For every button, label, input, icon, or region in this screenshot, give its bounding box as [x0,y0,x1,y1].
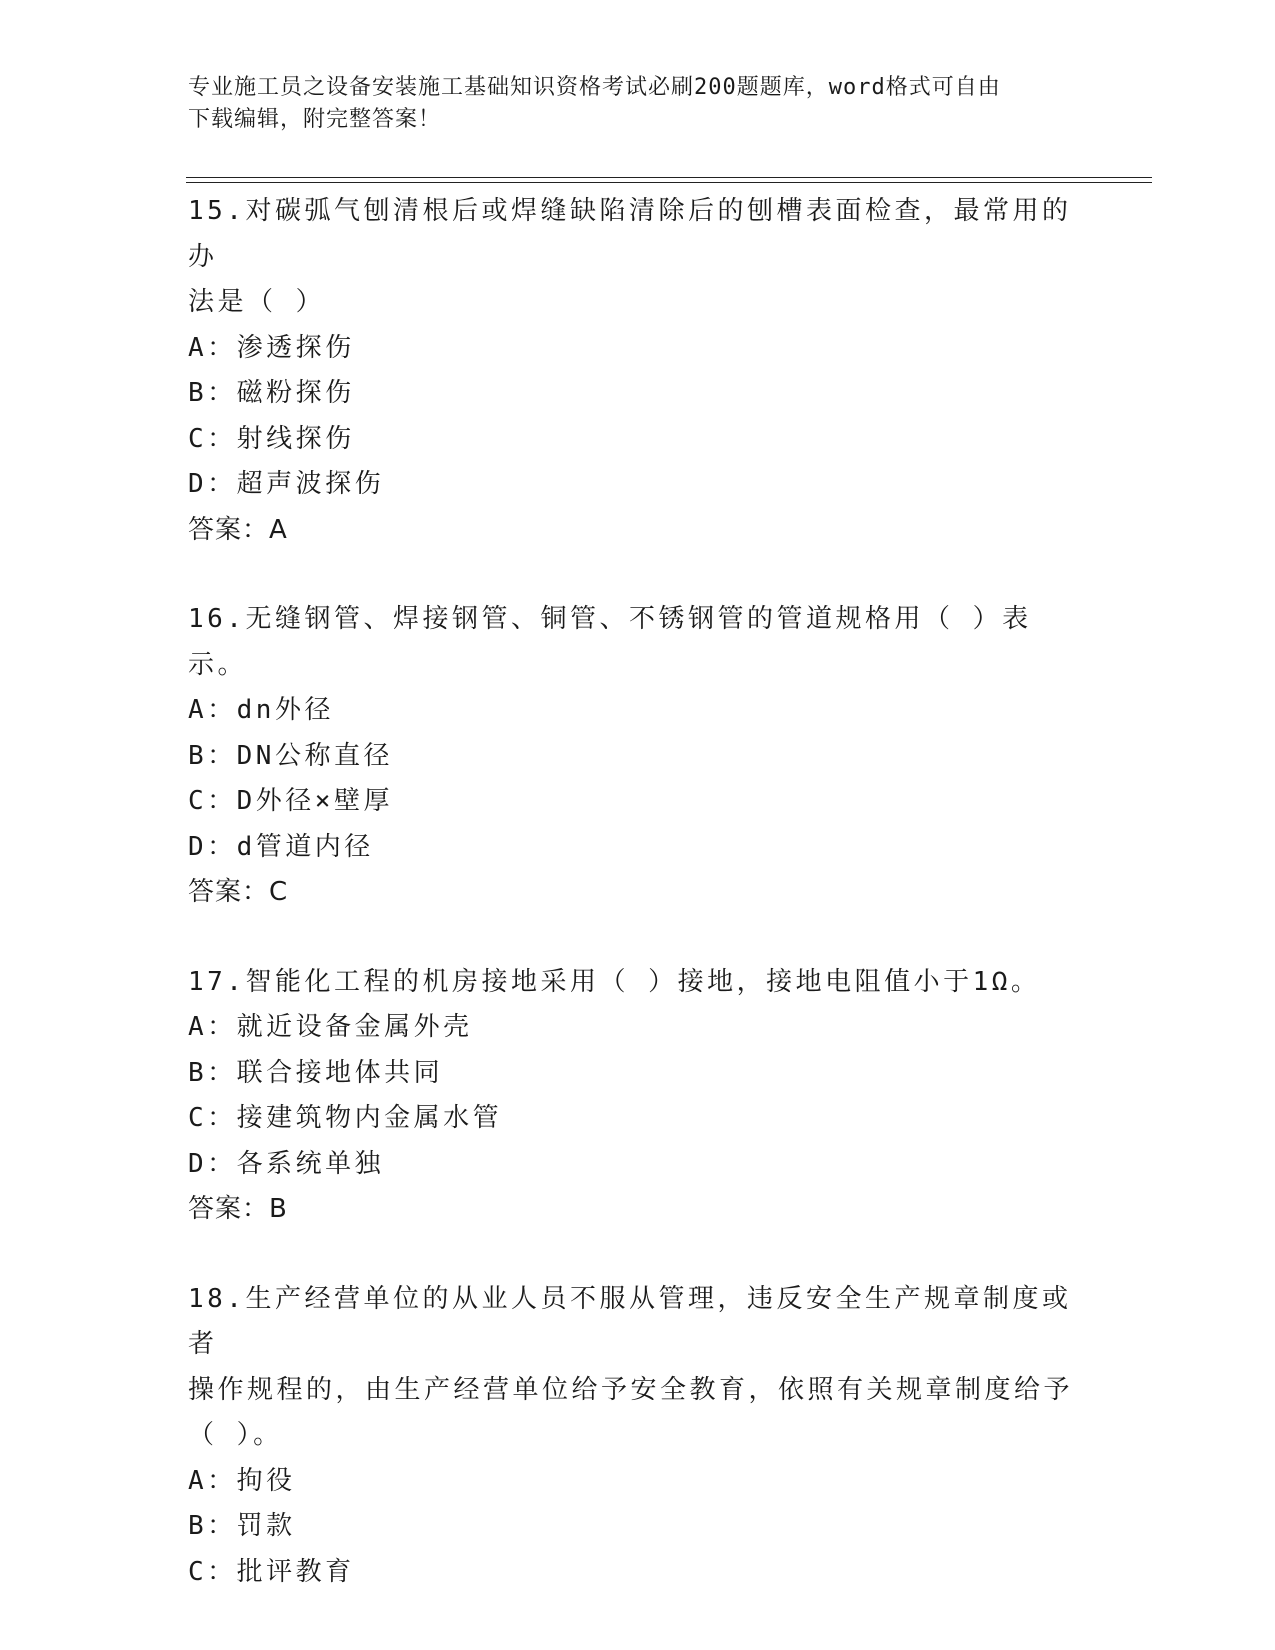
question-18 [188,1277,1088,1596]
question-text: 法是（ ） [188,287,326,317]
answer: 答案：A [188,514,288,545]
question-text: 15.对碳弧气刨清根后或焊缝缺陷清除后的刨槽表面检查，最常用的办 [188,196,1072,272]
option-a: A：就近设备金属外壳 [188,1012,473,1042]
option-c: C：接建筑物内金属水管 [188,1103,503,1133]
option-b: B：DN公称直径 [188,740,393,771]
option-d: D：各系统单独 [188,1148,385,1179]
header-divider-top [186,177,1152,178]
option-a: A：dn外径 [188,695,334,725]
answer: 答案：B [188,1194,288,1224]
option-c: C：D外径×壁厚 [188,786,393,816]
option-c: C：射线探伤 [188,423,355,454]
header-divider-bottom [186,182,1152,183]
option-b: B：磁粉探伤 [188,378,355,408]
answer: 答案：C [188,877,289,907]
question-17 [188,960,1088,1233]
question-text: 操作规程的，由生产经营单位给予安全教育，依照有关规章制度给予 [188,1374,1074,1405]
question-list [188,189,1088,1639]
header-line-1: 专业施工员之设备安装施工基础知识资格考试必刷200题题库，word格式可自由 [188,75,1001,100]
question-text: 16.无缝钢管、焊接钢管、铜管、不锈钢管的管道规格用（ ）表示。 [188,604,1032,680]
question-15 [188,189,1088,553]
option-a: A：渗透探伤 [188,332,355,363]
document-header [188,72,1068,136]
header-line-2: 下载编辑，附完整答案！ [188,107,442,132]
option-c: C：批评教育 [188,1556,355,1587]
option-a: A：拘役 [188,1465,296,1496]
question-text: （ ）。 [188,1420,283,1450]
question-text: 17.智能化工程的机房接地采用（ ）接地，接地电阻值小于1Ω。 [188,966,1041,997]
option-d: D：d管道内径 [188,831,374,862]
question-16 [188,597,1088,916]
question-text: 18.生产经营单位的从业人员不服从管理，违反安全生产规章制度或者 [188,1283,1072,1359]
option-b: B：罚款 [188,1511,296,1541]
option-d: D：超声波探伤 [188,469,385,499]
option-b: B：联合接地体共同 [188,1057,444,1088]
